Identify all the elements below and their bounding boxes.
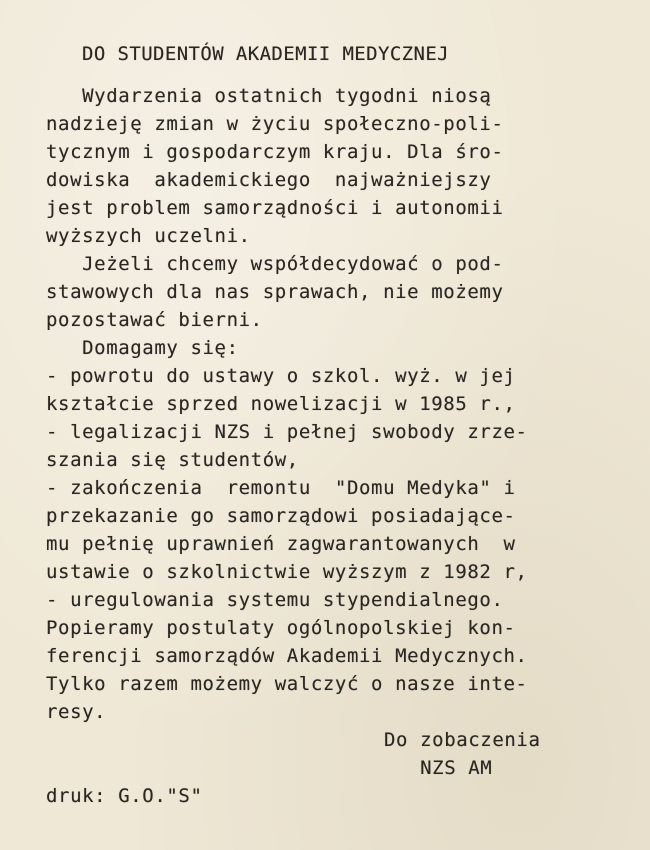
paragraph-1-line-6: wyższych uczelni.: [46, 225, 251, 247]
paragraph-1-line-4: dowiska akademickiego najważniejszy: [46, 169, 492, 191]
leaflet-title: DO STUDENTÓW AKADEMII MEDYCZNEJ: [82, 43, 450, 65]
closing-line-2: ferencji samorządów Akademii Medycznych.: [46, 645, 528, 667]
paragraph-2-line-1: Jeżeli chcemy współdecydować o pod-: [46, 253, 504, 275]
demand-line-7: mu pełnię uprawnień zagwarantowanych w: [46, 533, 516, 555]
demand-line-6: przekazanie go samorządowi posiadające-: [46, 505, 516, 527]
paragraph-1-line-3: tycznym i gospodarczym kraju. Dla śro-: [46, 141, 504, 163]
paragraph-1-line-5: jest problem samorządności i autonomii: [46, 197, 504, 219]
demand-line-1: - powrotu do ustawy o szkol. wyż. w jej: [46, 365, 516, 387]
demand-line-9: - uregulowania systemu stypendialnego.: [46, 589, 504, 611]
demand-line-4: szania się studentów,: [46, 449, 299, 471]
closing-line-1: Popieramy postulaty ogólnopolskiej kon-: [46, 617, 516, 639]
demands-heading: Domagamy się:: [46, 337, 239, 359]
paragraph-2-line-3: pozostawać bierni.: [46, 309, 263, 331]
closing-line-4: resy.: [46, 701, 107, 723]
closing-line-3: Tylko razem możemy walczyć o nasze inte-: [46, 673, 528, 695]
signoff-greeting: Do zobaczenia: [384, 729, 541, 751]
signoff-organization: NZS AM: [384, 757, 493, 779]
paragraph-1-line-2: nadzieję zmian w życiu społeczno-poli-: [46, 113, 504, 135]
demand-line-2: kształcie sprzed nowelizacji w 1985 r.,: [46, 393, 516, 415]
paragraph-2-line-2: stawowych dla nas sprawach, nie możemy: [46, 281, 504, 303]
print-note: druk: G.O."S": [46, 785, 203, 807]
demand-line-8: ustawie o szkolnictwie wyższym z 1982 r,: [46, 561, 528, 583]
paragraph-1-line-1: Wydarzenia ostatnich tygodni niosą: [46, 85, 492, 107]
demand-line-5: - zakończenia remontu "Domu Medyka" i: [46, 477, 516, 499]
demand-line-3: - legalizacji NZS i pełnej swobody zrze-: [46, 421, 528, 443]
